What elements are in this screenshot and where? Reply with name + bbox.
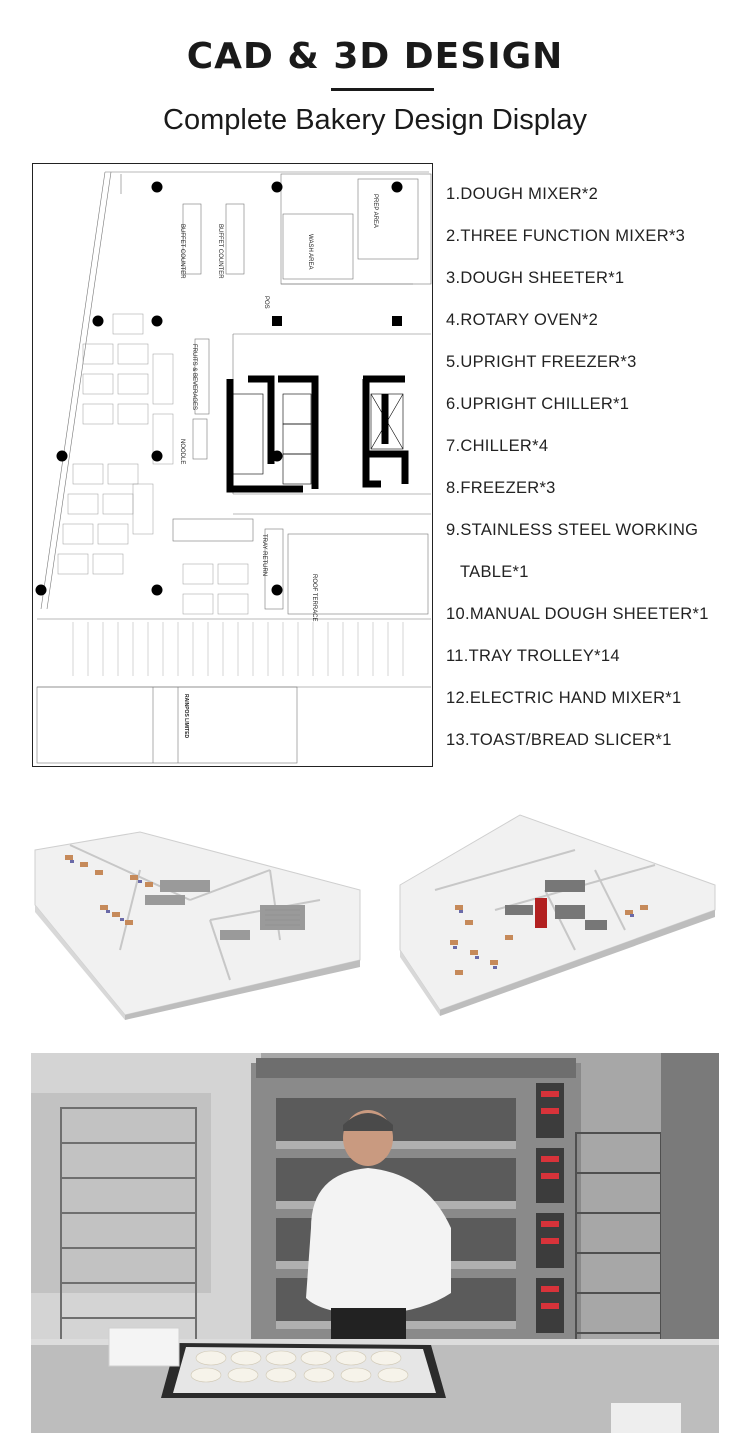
page-subtitle: Complete Bakery Design Display (163, 104, 587, 136)
floorplan-drawing (33, 164, 432, 766)
equipment-item: 7.CHILLER*4 (446, 437, 549, 455)
render-3d-left (30, 810, 370, 1020)
equipment-item: 10.MANUAL DOUGH SHEETER*1 (446, 605, 709, 623)
equipment-item: 12.ELECTRIC HAND MIXER*1 (446, 689, 682, 707)
cad-floorplan (32, 163, 433, 767)
bakery-photo (31, 1053, 719, 1433)
label-roof-terrace: ROOF TERRACE (311, 574, 317, 622)
equipment-list (446, 183, 746, 771)
title-underline (331, 88, 434, 91)
equipment-item-continued: TABLE*1 (460, 563, 529, 581)
equipment-item: 3.DOUGH SHEETER*1 (446, 269, 625, 287)
render-3d-left-drawing (30, 810, 370, 1020)
label-noodle: NOODLE (179, 439, 185, 465)
equipment-item: 2.THREE FUNCTION MIXER*3 (446, 227, 686, 245)
equipment-item: 6.UPRIGHT CHILLER*1 (446, 395, 630, 413)
equipment-item: 13.TOAST/BREAD SLICER*1 (446, 731, 672, 749)
page-title: CAD & 3D DESIGN (186, 36, 564, 77)
equipment-item: 1.DOUGH MIXER*2 (446, 185, 599, 203)
label-fruits: FRUITS & BEVERAGES (191, 344, 197, 411)
equipment-item: 5.UPRIGHT FREEZER*3 (446, 353, 637, 371)
label-buffet-counter-2: BUFFET COUNTER (217, 224, 223, 279)
label-wash-area: WASH AREA (307, 234, 313, 270)
equipment-item: 11.TRAY TROLLEY*14 (446, 647, 620, 665)
label-tray-return: TRAY RETURN (261, 534, 267, 577)
equipment-item: 4.ROTARY OVEN*2 (446, 311, 599, 329)
render-3d-right-drawing (395, 810, 720, 1020)
label-pos: POS (263, 296, 269, 309)
title-block-company: RAINPOS LIMITED (183, 694, 189, 739)
bakery-photo-drawing (31, 1053, 719, 1433)
render-3d-right (395, 810, 720, 1020)
equipment-item: 9.STAINLESS STEEL WORKING (446, 521, 699, 539)
label-buffet-counter-1: BUFFET COUNTER (179, 224, 185, 279)
equipment-item: 8.FREEZER*3 (446, 479, 556, 497)
label-prep-area: PREP AREA (372, 194, 378, 228)
